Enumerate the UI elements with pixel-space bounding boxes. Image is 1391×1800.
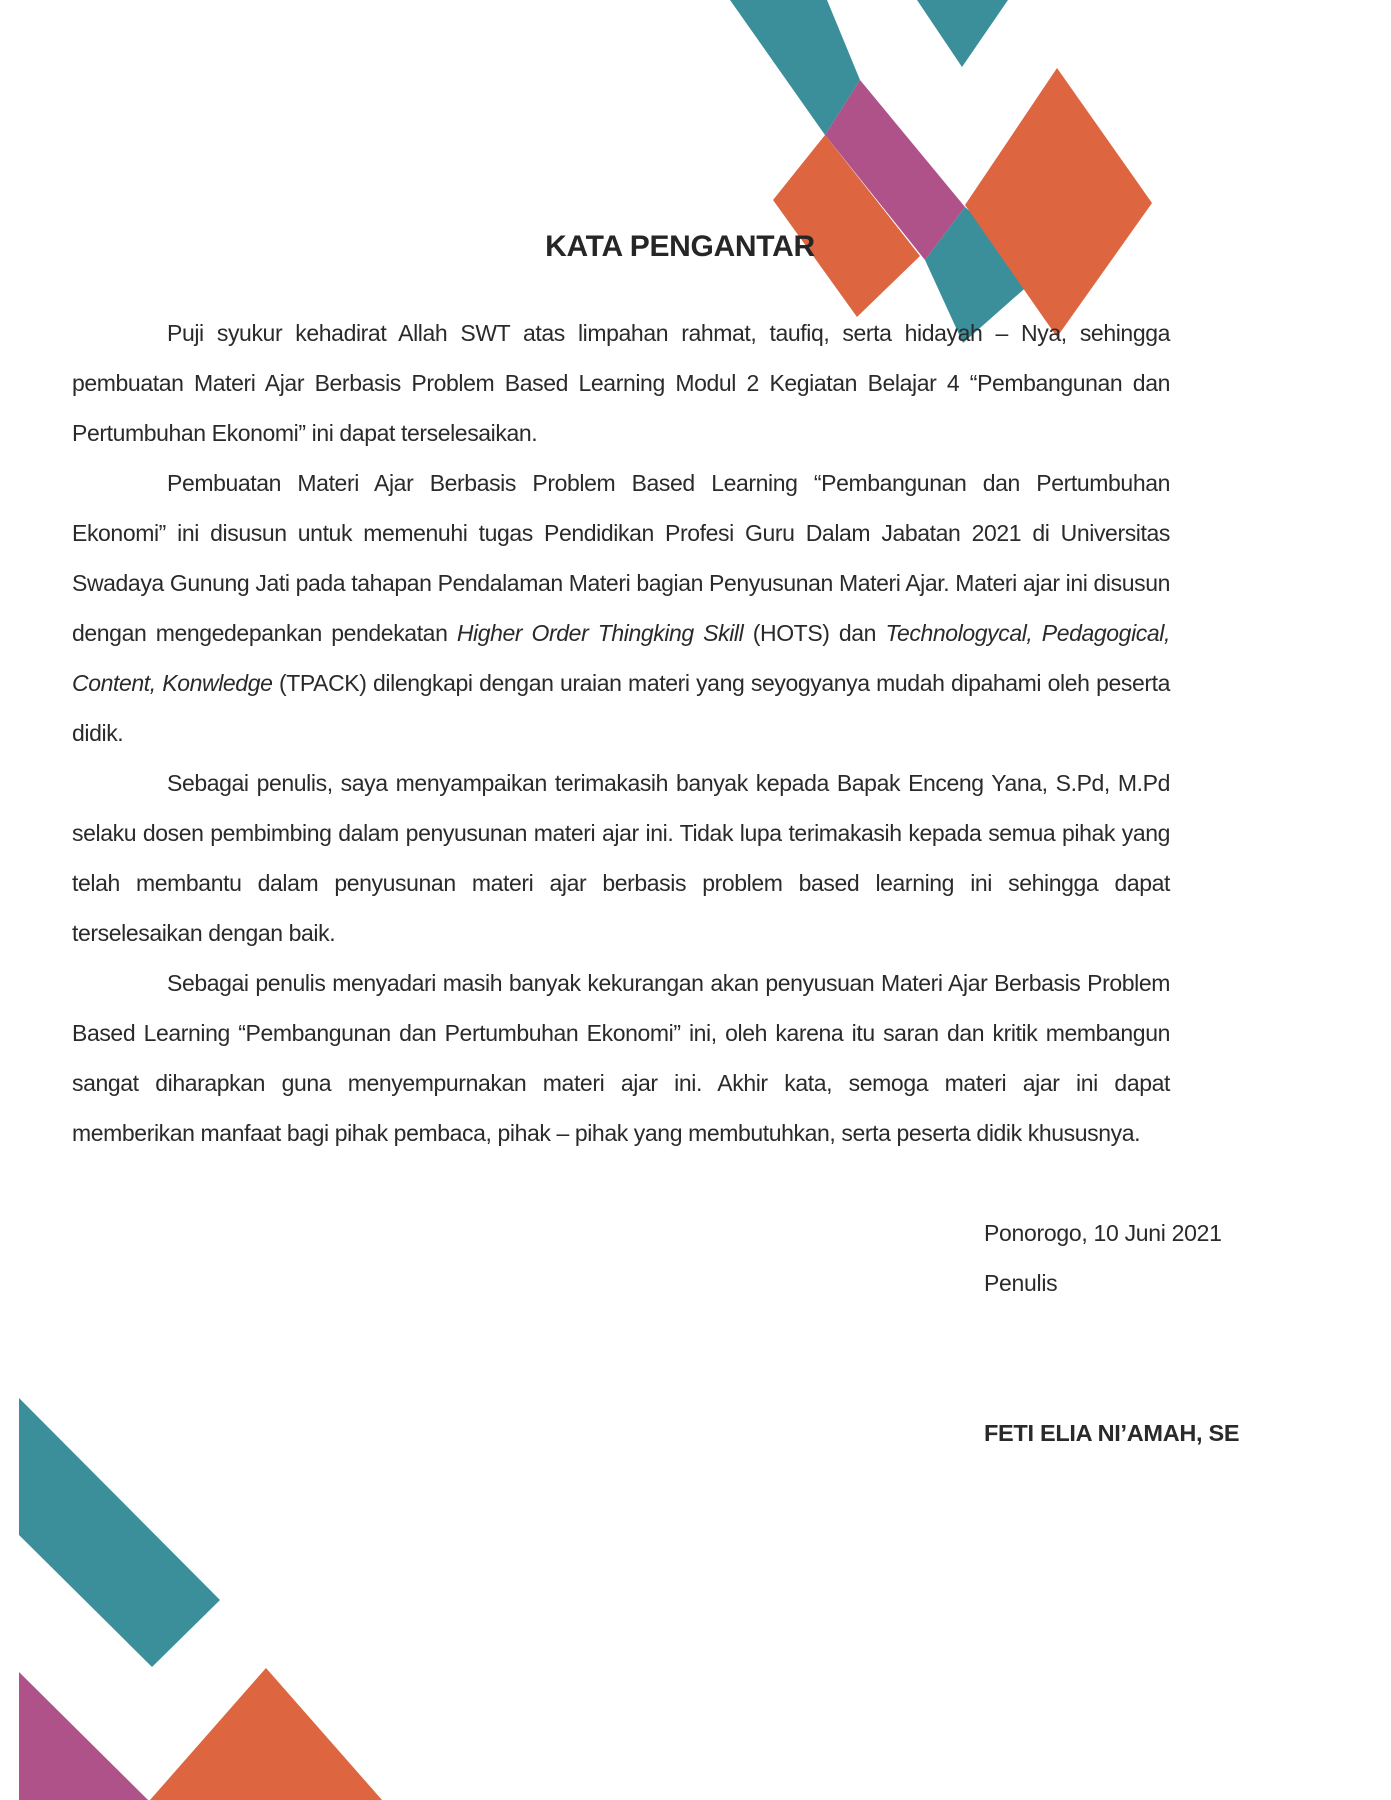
- text-line: [72, 808, 1170, 858]
- text-line: [72, 458, 1170, 508]
- signature-place-date: Ponorogo, 10 Juni 2021: [984, 1220, 1222, 1246]
- text-run: dengan mengedepankan pendekatan: [72, 620, 457, 646]
- text-run: memberikan manfaat bagi pihak pembaca, pihak – pihak yang membutuhkan, serta peserta didik khususnya.: [72, 1120, 1141, 1146]
- text-line: [72, 1058, 1170, 1108]
- text-line: [72, 958, 1170, 1008]
- text-line: [72, 758, 1170, 808]
- page-title: KATA PENGANTAR: [545, 230, 815, 263]
- decor-teal-ribbon-bottom: [19, 1398, 220, 1667]
- text-run: (HOTS) dan: [743, 620, 886, 646]
- decor-orange-triangle-bottom: [150, 1668, 382, 1800]
- signature-block: [984, 1208, 1384, 1458]
- text-run: Sebagai penulis, saya menyampaikan terimakasih banyak kepada Bapak Enceng Yana, S.Pd, M.Pd: [167, 770, 1170, 796]
- text-run: telah membantu dalam penyusunan materi ajar berbasis problem based learning ini sehingga dapat: [72, 870, 1170, 896]
- text-line: [72, 408, 1170, 458]
- text-line: [72, 658, 1170, 708]
- italic-text-run: Technologycal, Pedagogical,: [885, 620, 1170, 646]
- text-run: pembuatan Materi Ajar Berbasis Problem Based Learning Modul 2 Kegiatan Belajar 4 “Pembangunan dan: [72, 370, 1170, 396]
- text-run: (TPACK) dilengkapi dengan uraian materi yang seyogyanya mudah dipahami oleh peserta: [272, 670, 1170, 696]
- text-run: selaku dosen pembimbing dalam penyusunan materi ajar ini. Tidak lupa terimakasih kepada semua pihak yang: [72, 820, 1170, 846]
- text-run: terselesaikan dengan baik.: [72, 920, 336, 946]
- text-line: [72, 358, 1170, 408]
- text-run: didik.: [72, 720, 124, 746]
- signature-spacer: [984, 1308, 1384, 1408]
- text-line: [72, 708, 1170, 758]
- signature-author-name: FETI ELIA NI’AMAH, SE: [984, 1420, 1240, 1446]
- decor-teal-triangle-top: [917, 0, 1008, 67]
- text-run: Puji syukur kehadirat Allah SWT atas limpahan rahmat, taufiq, serta hidayah – Nya, sehingga: [167, 320, 1170, 346]
- italic-text-run: Content, Konwledge: [72, 670, 273, 696]
- text-line: [72, 908, 1170, 958]
- body-text: [72, 308, 1170, 1158]
- decor-magenta-triangle-bottom: [19, 1672, 148, 1800]
- text-line: [72, 308, 1170, 358]
- italic-text-run: Higher Order Thingking Skill: [456, 620, 744, 646]
- text-run: Sebagai penulis menyadari masih banyak kekurangan akan penyusuan Materi Ajar Berbasis Problem: [167, 970, 1170, 996]
- text-run: Ekonomi” ini disusun untuk memenuhi tugas Pendidikan Profesi Guru Dalam Jabatan 2021 di Universitas: [72, 520, 1170, 546]
- text-run: Swadaya Gunung Jati pada tahapan Pendalaman Materi bagian Penyusunan Materi Ajar. Materi ajar ini disusun: [72, 570, 1170, 596]
- text-line: [72, 558, 1170, 608]
- text-line: [72, 608, 1170, 658]
- text-run: Pertumbuhan Ekonomi” ini dapat terselesaikan.: [72, 420, 538, 446]
- text-line: [72, 1108, 1170, 1158]
- text-run: sangat diharapkan guna menyempurnakan materi ajar ini. Akhir kata, semoga materi ajar ini dapat: [72, 1070, 1170, 1096]
- signature-author-role: Penulis: [984, 1270, 1058, 1296]
- text-line: [72, 858, 1170, 908]
- text-line: [72, 1008, 1170, 1058]
- text-run: Pembuatan Materi Ajar Berbasis Problem Based Learning “Pembangunan dan Pertumbuhan: [167, 470, 1170, 496]
- text-run: Based Learning “Pembangunan dan Pertumbuhan Ekonomi” ini, oleh karena itu saran dan kritik membangun: [72, 1020, 1170, 1046]
- text-line: [72, 508, 1170, 558]
